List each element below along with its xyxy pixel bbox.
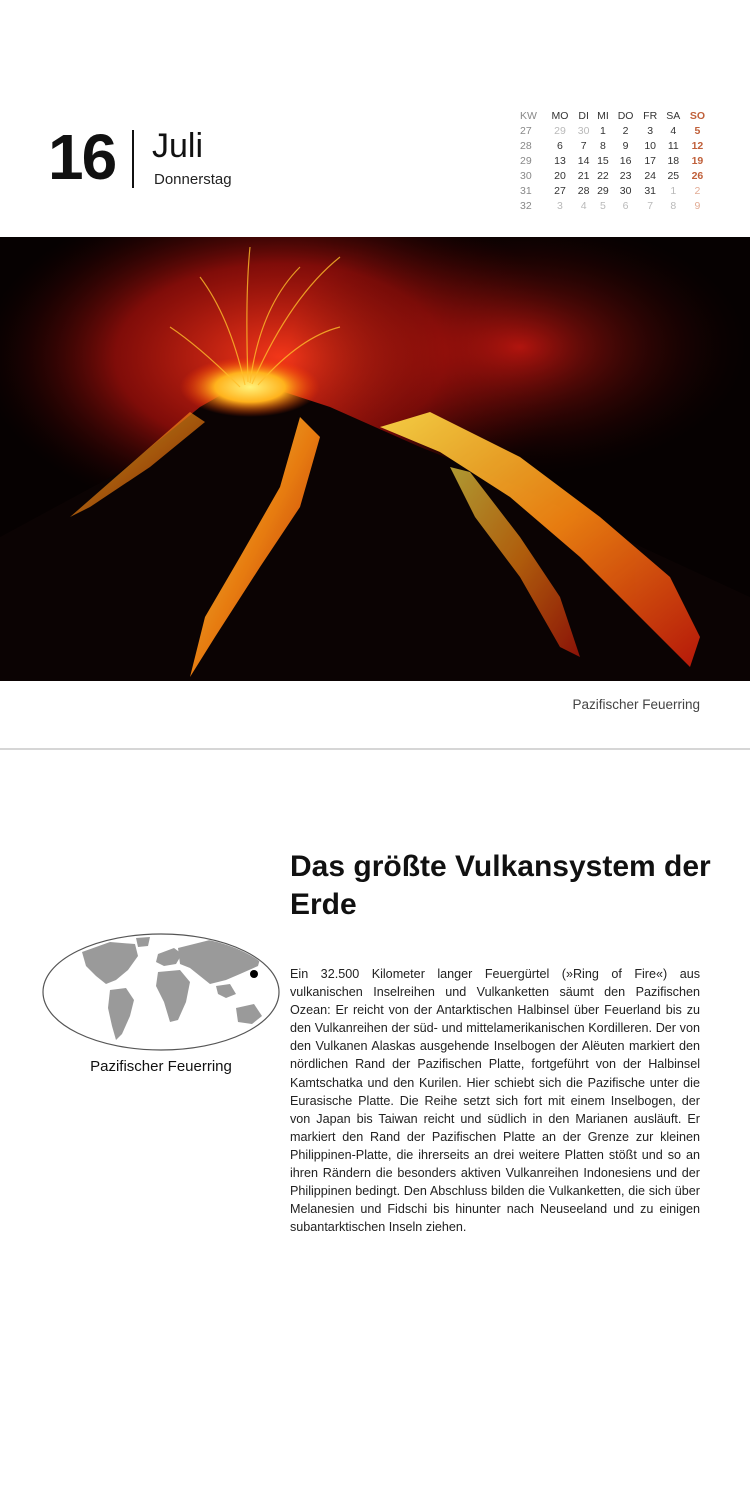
header-so: SO [689, 109, 706, 122]
volcano-photo [0, 237, 750, 681]
calendar-day: 22 [597, 169, 609, 182]
calendar-day: 4 [670, 124, 677, 137]
mini-calendar-header [520, 108, 710, 123]
map-label: Pazifischer Feuerring [90, 1058, 232, 1075]
calendar-day: 25 [667, 169, 680, 182]
calendar-day: 24 [644, 169, 656, 182]
week-number: 27 [520, 124, 532, 137]
weekday-name: Donnerstag [154, 171, 232, 188]
date-divider [132, 130, 134, 188]
calendar-day: 12 [691, 139, 704, 152]
calendar-day: 29 [554, 124, 566, 137]
calendar-day: 30 [577, 124, 590, 137]
calendar-day: 23 [619, 169, 632, 182]
calendar-day: 8 [670, 199, 677, 212]
world-map-illustration [40, 930, 282, 1054]
calendar-day: 9 [622, 139, 629, 152]
calendar-day: 4 [580, 199, 587, 212]
week-number: 32 [520, 199, 532, 212]
mini-calendar-week [520, 138, 710, 153]
header-mo: MO [551, 109, 569, 122]
mini-calendar-week [520, 168, 710, 183]
mini-calendar [520, 108, 710, 213]
calendar-day: 20 [554, 169, 566, 182]
calendar-day: 13 [554, 154, 566, 167]
calendar-day: 1 [670, 184, 677, 197]
calendar-page [0, 0, 750, 748]
page-separator [0, 748, 750, 750]
calendar-day: 11 [667, 139, 679, 152]
calendar-day: 2 [622, 124, 629, 137]
header-kw: KW [520, 109, 537, 122]
header-sa: SA [666, 109, 681, 122]
calendar-day: 28 [577, 184, 590, 197]
week-number: 30 [520, 169, 532, 182]
mini-calendar-week [520, 153, 710, 168]
calendar-day: 21 [577, 169, 590, 182]
calendar-day: 14 [577, 154, 590, 167]
article-headline: Das größte Vulkansystem der Erde [290, 850, 711, 921]
calendar-day: 3 [557, 199, 563, 212]
mini-calendar-week [520, 183, 710, 198]
calendar-day: 6 [622, 199, 629, 212]
calendar-day: 6 [557, 139, 563, 152]
calendar-day: 1 [600, 124, 606, 137]
calendar-day: 7 [647, 199, 654, 212]
calendar-day: 2 [694, 184, 701, 197]
calendar-day: 27 [554, 184, 566, 197]
calendar-day: 5 [600, 199, 606, 212]
header-do: DO [617, 109, 634, 122]
day-number: 16 [48, 121, 116, 193]
world-map [40, 930, 282, 1054]
header-di: DI [578, 109, 589, 122]
calendar-day: 17 [644, 154, 656, 167]
volcano-illustration [0, 237, 750, 681]
photo-caption: Pazifischer Feuerring [572, 697, 700, 712]
calendar-day: 5 [694, 124, 701, 137]
crater-glow [180, 357, 320, 417]
calendar-day: 3 [647, 124, 654, 137]
week-number: 28 [520, 139, 532, 152]
calendar-day: 7 [580, 139, 587, 152]
calendar-day: 26 [691, 169, 704, 182]
week-number: 29 [520, 154, 532, 167]
calendar-day: 10 [644, 139, 656, 152]
calendar-day: 18 [667, 154, 680, 167]
article-body: Ein 32.500 Kilometer langer Feuergürtel (»Ring of Fire«) aus vulkanischen Inselreihen und Vulkanketten säumt den Pazifischen Ozean: Er reicht von der Antarktischen Halbinsel über Feuerland bis zu den Vulkanreihen der süd- und mittelamerikanischen Kordilleren. Der von den Vulkanen Alaskas ausgehende Inselbogen der Alëuten markiert den nördlichen Rand der Pazifischen Platte, fortgeführt von der Halbinsel Kamtschatka und den Kurilen. Hier schiebt sich die Pazifische unter die Eurasische Platte. Die Reihe setzt sich fort mit einem Inselbogen, der von Japan bis Taiwan reicht und südlich in den Marianen ausläuft. Er markiert den Rand der Pazifischen Platte an der Grenze zur kleinen Philippinen-Platte, die ihrerseits an drei weitere Platten stößt und so an ihren Rändern die besonders aktiven Vulkanreihen Indonesiens und der Philippinen bedingt. Den Abschluss bilden die Vulkanketten, die sich über Melanesien und Fidschi bis hinunter nach Neuseeland und zu einigen subantarktischen Inseln ziehen. [290, 967, 700, 1235]
calendar-day: 31 [644, 184, 656, 197]
calendar-day: 9 [694, 199, 701, 212]
calendar-day: 19 [691, 154, 704, 167]
header-mi: MI [597, 109, 609, 122]
mini-calendar-week [520, 198, 710, 213]
map-marker [250, 970, 258, 978]
calendar-day: 15 [597, 154, 609, 167]
week-number: 31 [520, 184, 532, 197]
mini-calendar-week [520, 123, 710, 138]
calendar-day: 30 [619, 184, 632, 197]
calendar-day: 29 [597, 184, 609, 197]
header-fr: FR [643, 109, 658, 122]
calendar-day: 8 [600, 139, 606, 152]
calendar-day: 16 [619, 154, 632, 167]
month-name: Juli [152, 127, 204, 165]
